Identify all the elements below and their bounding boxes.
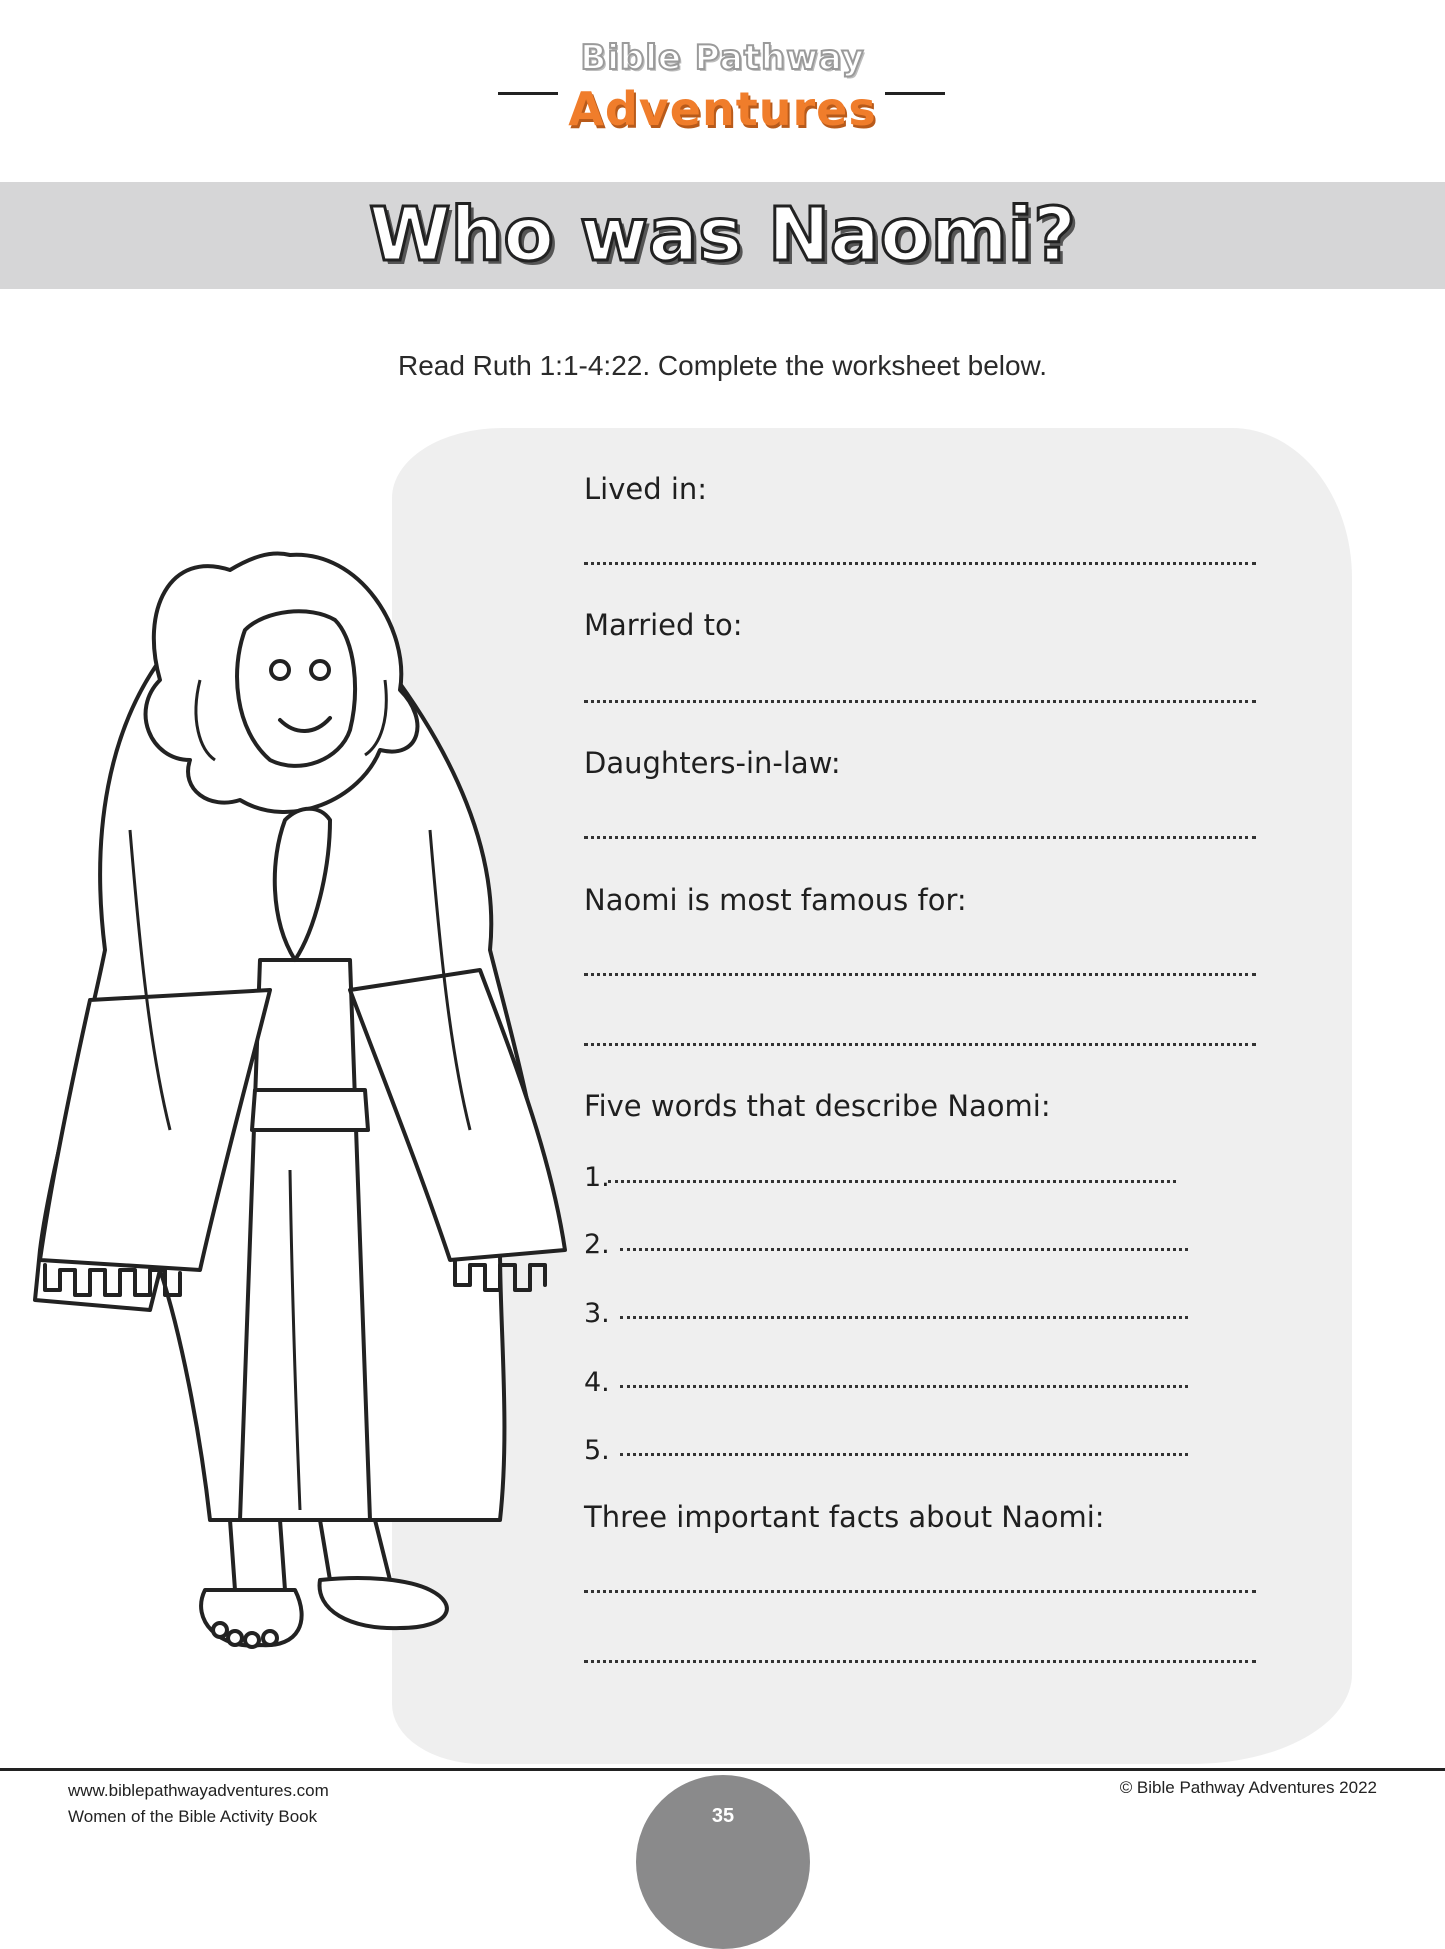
word-number-3: 3. [584, 1298, 610, 1329]
word-answer-line-2[interactable] [620, 1248, 1188, 1251]
facts-answer-line-2[interactable] [584, 1660, 1256, 1663]
daughters-answer-line[interactable] [584, 836, 1256, 839]
word-answer-line-5[interactable] [620, 1453, 1188, 1456]
word-number-2: 2. [584, 1229, 610, 1260]
brand-logo [0, 30, 1445, 140]
page-title: Who was Naomi? [368, 192, 1077, 278]
footer-book-title: Women of the Bible Activity Book [68, 1807, 318, 1826]
daughters-label: Daughters-in-law: [584, 746, 841, 780]
footer-divider [0, 1768, 1445, 1771]
famous-answer-line-1[interactable] [584, 973, 1256, 976]
word-answer-line-4[interactable] [620, 1385, 1188, 1388]
married-to-label: Married to: [584, 608, 743, 642]
footer-copyright: © Bible Pathway Adventures 2022 [1119, 1778, 1377, 1797]
famous-label: Naomi is most famous for: [584, 883, 967, 917]
logo-line1: Bible Pathway [580, 38, 865, 78]
logo-divider-right [885, 92, 945, 95]
logo-line2: Adventures [568, 82, 877, 136]
word-number-1: 1. [584, 1162, 610, 1193]
five-words-label: Five words that describe Naomi: [584, 1089, 1051, 1123]
word-answer-line-3[interactable] [620, 1316, 1188, 1319]
word-answer-line-1[interactable] [608, 1180, 1176, 1183]
married-to-answer-line[interactable] [584, 700, 1256, 703]
word-number-4: 4. [584, 1367, 610, 1398]
famous-answer-line-2[interactable] [584, 1043, 1256, 1046]
naomi-figure-icon [30, 530, 570, 1660]
lived-in-answer-line[interactable] [584, 562, 1256, 565]
instruction-text: Read Ruth 1:1-4:22. Complete the worksheet below. [397, 350, 1048, 381]
page-number-badge [636, 1775, 810, 1949]
page-number: 35 [711, 1805, 735, 1827]
word-number-5: 5. [584, 1435, 610, 1466]
footer-left [68, 1778, 329, 1830]
three-facts-label: Three important facts about Naomi: [584, 1500, 1105, 1534]
facts-answer-line-1[interactable] [584, 1590, 1256, 1593]
lived-in-label: Lived in: [584, 472, 708, 506]
footer-website-link[interactable]: www.biblepathwayadventures.com [68, 1781, 329, 1800]
title-banner [0, 182, 1445, 289]
